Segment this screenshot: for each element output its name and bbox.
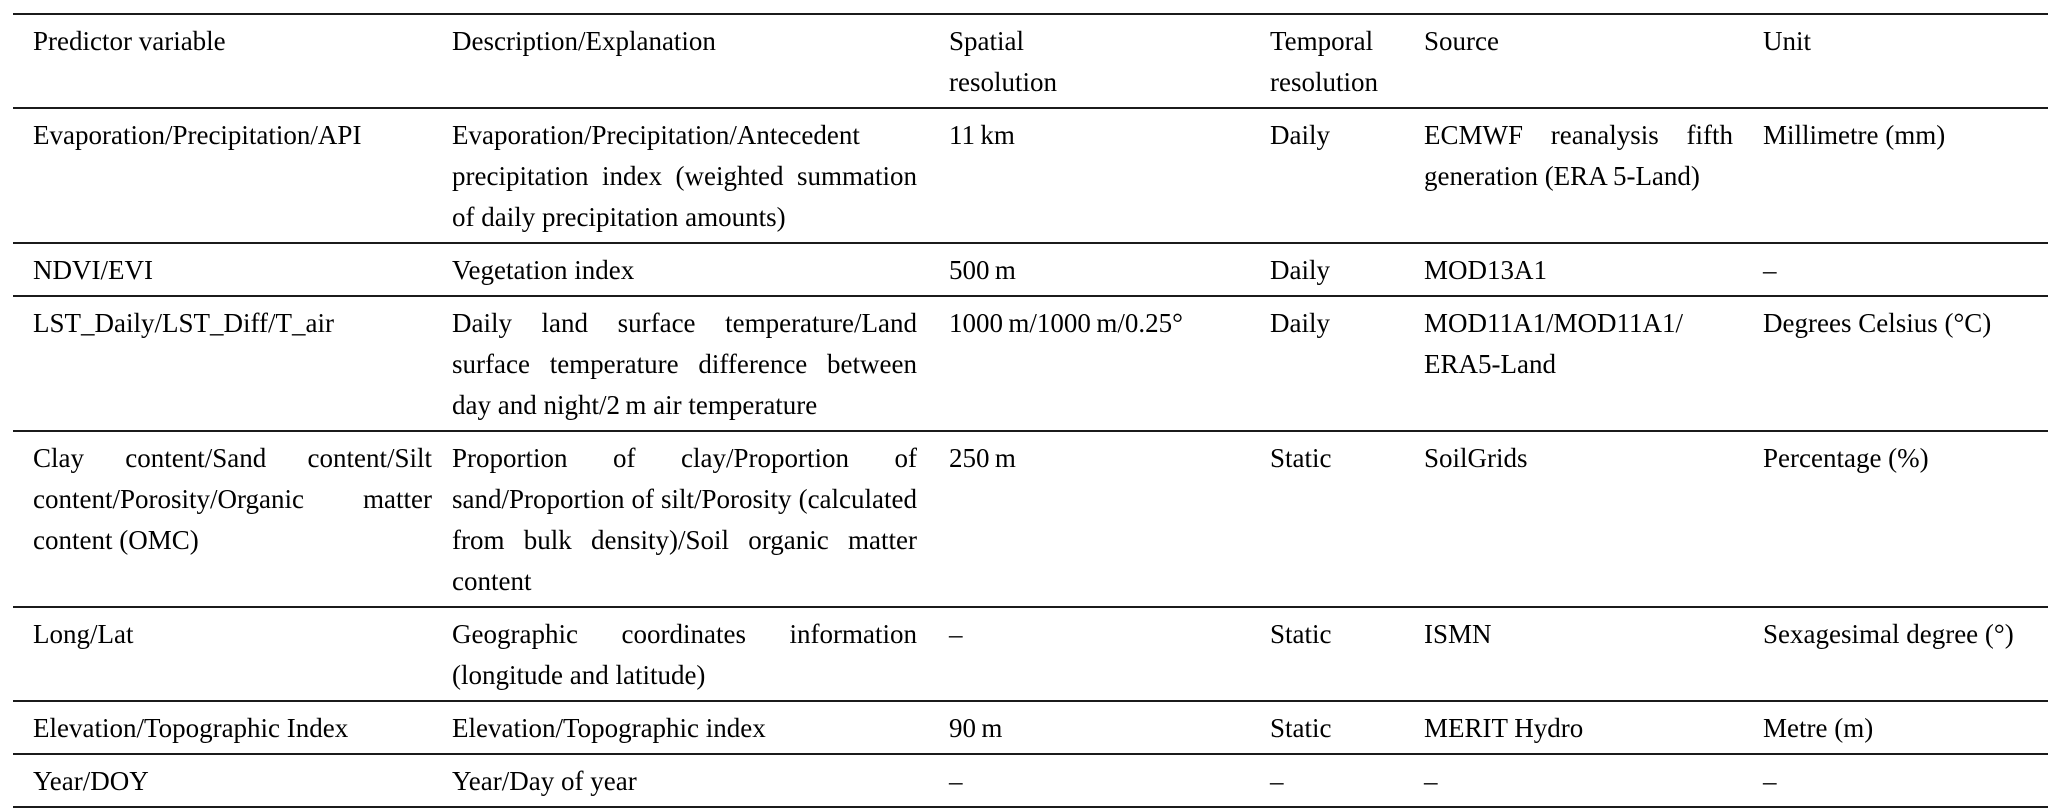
- cell-source: –: [1424, 766, 1438, 796]
- predictor-variables-table: [13, 13, 2048, 808]
- cell-spatial-resolution: 1000 m/1000 m/0.25°: [949, 308, 1183, 338]
- cell-predictor: NDVI/EVI: [33, 255, 153, 285]
- paper-table-page: [13, 13, 2048, 808]
- column-header-temporal-resolution: Temporal resolution: [1270, 26, 1378, 97]
- table-row-evaporation-precipitation-api: [13, 108, 2048, 243]
- cell-unit: Percentage (%): [1763, 443, 1929, 473]
- cell-temporal-resolution: Daily: [1270, 255, 1330, 285]
- cell-predictor: Long/Lat: [33, 619, 134, 649]
- column-header-source: Source: [1424, 26, 1499, 56]
- cell-temporal-resolution: –: [1270, 766, 1284, 796]
- cell-unit: –: [1763, 255, 1777, 285]
- cell-source: MOD11A1/MOD11A1/​ERA5-Land: [1424, 308, 1684, 379]
- cell-temporal-resolution: Static: [1270, 619, 1332, 649]
- table-row-elevation-topographic-index: [13, 701, 2048, 754]
- cell-unit: Millimetre (mm): [1763, 120, 1946, 150]
- cell-temporal-resolution: Daily: [1270, 308, 1330, 338]
- cell-unit: Metre (m): [1763, 713, 1874, 743]
- cell-source: SoilGrids: [1424, 443, 1528, 473]
- cell-description: Geographic coordinates information (longitude and latitude): [452, 619, 917, 690]
- cell-description: Elevation/Topographic index: [452, 713, 766, 743]
- cell-predictor: Year/DOY: [33, 766, 149, 796]
- cell-spatial-resolution: 90 m: [949, 713, 1003, 743]
- cell-predictor: Evaporation/Precipitation/API: [33, 120, 362, 150]
- column-header-spatial-resolution: Spatial resolution: [949, 26, 1057, 97]
- column-header-predictor-variable: Predictor variable: [33, 26, 226, 56]
- table-row-lst-tair: [13, 296, 2048, 431]
- cell-description: Evaporation/Precipitation/Antecedent precipitation index (weighted summation of daily precipitation amounts): [452, 120, 917, 232]
- cell-predictor: Elevation/Topographic Index: [33, 713, 349, 743]
- cell-spatial-resolution: 11 km: [949, 120, 1015, 150]
- cell-temporal-resolution: Static: [1270, 443, 1332, 473]
- cell-description: Vegetation index: [452, 255, 635, 285]
- cell-predictor: Clay content/Sand content/Silt content/Porosity/Organic matter content (OMC): [33, 443, 432, 555]
- table-row-year-doy: [13, 754, 2048, 807]
- cell-spatial-resolution: –: [949, 766, 963, 796]
- table-row-long-lat: [13, 607, 2048, 701]
- cell-unit: Sexagesimal degree (°): [1763, 619, 2014, 649]
- cell-spatial-resolution: 500 m: [949, 255, 1016, 285]
- cell-description: Daily land surface temperature/Land surface temperature difference between day and night/2 m air temperature: [452, 308, 917, 420]
- cell-source: ISMN: [1424, 619, 1492, 649]
- table-row-ndvi-evi: [13, 243, 2048, 296]
- cell-unit: –: [1763, 766, 1777, 796]
- cell-temporal-resolution: Static: [1270, 713, 1332, 743]
- cell-source: MERIT Hydro: [1424, 713, 1584, 743]
- cell-source: ECMWF reanalysis fifth generation (ERA 5-Land): [1424, 120, 1733, 191]
- cell-predictor: LST_Daily/LST_Diff/T_air: [33, 308, 334, 338]
- table-row-soil-properties: [13, 431, 2048, 607]
- header-row: [13, 14, 2048, 108]
- cell-temporal-resolution: Daily: [1270, 120, 1330, 150]
- cell-source: MOD13A1: [1424, 255, 1548, 285]
- column-header-unit: Unit: [1763, 26, 1812, 56]
- cell-spatial-resolution: 250 m: [949, 443, 1016, 473]
- cell-description: Year/Day of year: [452, 766, 637, 796]
- cell-description: Proportion of clay/Proportion of sand/Proportion of silt/Porosity (calculated from bulk density)/Soil organic matter content: [452, 443, 917, 596]
- cell-spatial-resolution: –: [949, 619, 963, 649]
- cell-unit: Degrees Celsius (°C): [1763, 308, 1992, 338]
- column-header-description: Description/Explanation: [452, 26, 716, 56]
